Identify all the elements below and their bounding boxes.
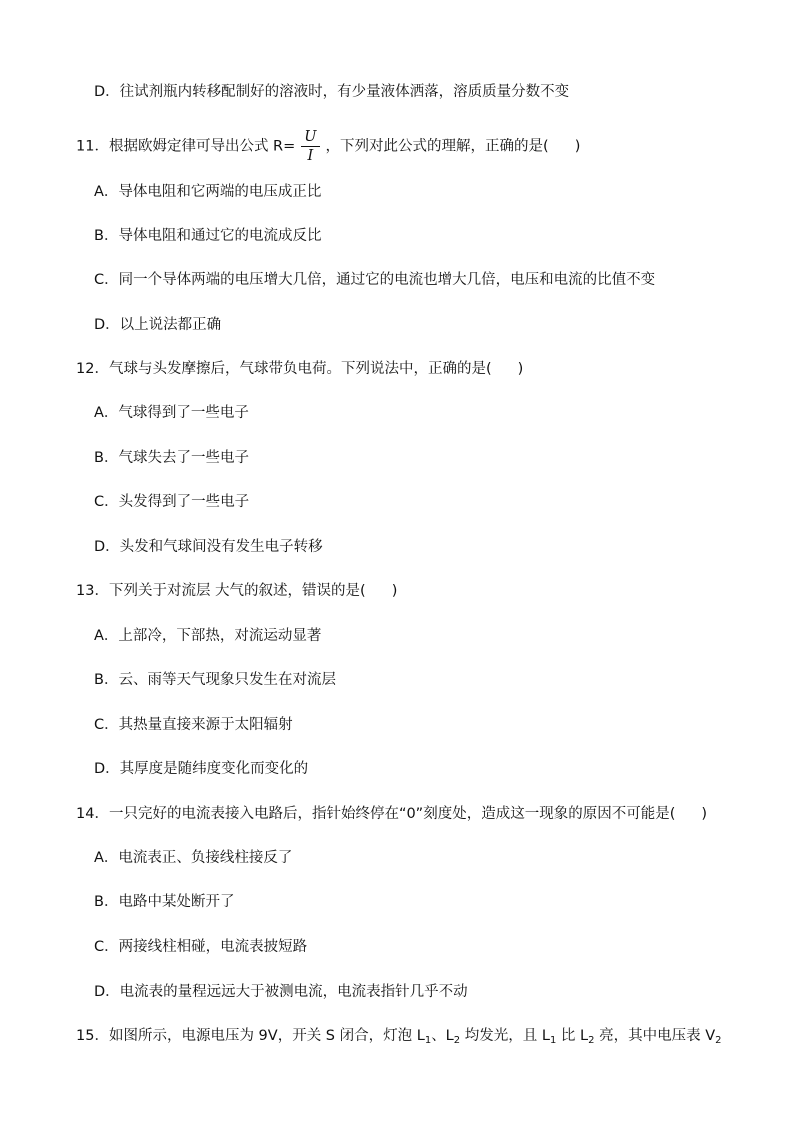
q14-option-a: A．电流表正、负接线柱接反了 bbox=[94, 850, 293, 866]
question-14-stem bbox=[76, 804, 707, 824]
ohm-fraction bbox=[301, 128, 319, 165]
question-11-stem bbox=[76, 128, 580, 165]
q11-option-c: C．同一个导体两端的电压增大几倍，通过它的电流也增大几倍，电压和电流的比值不变 bbox=[94, 272, 656, 288]
q15-sub-3: 1 bbox=[549, 1035, 557, 1046]
q15-text-5: 亮，其中电压表 V bbox=[594, 1028, 716, 1044]
q15-text-1: 15．如图所示，电源电压为 9V，开关 S 闭合，灯泡 L bbox=[76, 1028, 425, 1044]
q11-prefix: 11．根据欧姆定律可导出公式 R= bbox=[76, 138, 296, 155]
q13-option-b: B．云、雨等天气现象只发生在对流层 bbox=[94, 672, 336, 688]
q12-option-d: D．头发和气球间没有发生电子转移 bbox=[94, 539, 323, 555]
q11-option-b: B．导体电阻和通过它的电流成反比 bbox=[94, 228, 322, 244]
q13-option-a: A．上部冷，下部热，对流运动显著 bbox=[94, 628, 322, 644]
q12-stem-text: 12．气球与头发摩擦后，气球带负电荷。下列说法中，正确的是( bbox=[76, 361, 492, 377]
q15-text-4: 比 L bbox=[556, 1028, 589, 1044]
q14-close-paren: ) bbox=[701, 806, 708, 822]
q15-sub-2: 2 bbox=[453, 1035, 461, 1046]
question-12-stem bbox=[76, 359, 523, 379]
q11-close-paren: ) bbox=[574, 138, 581, 155]
q13-stem-text: 13．下列关于对流层 大气的叙述，错误的是( bbox=[76, 583, 366, 599]
question-10-option-d: D．往试剂瓶内转移配制好的溶液时，有少量液体洒落，溶质质量分数不变 bbox=[94, 84, 570, 100]
q11-option-d: D．以上说法都正确 bbox=[94, 317, 222, 333]
q13-option-c: C．其热量直接来源于太阳辐射 bbox=[94, 717, 293, 733]
q15-text-2: 、L bbox=[431, 1028, 454, 1044]
q14-option-d: D．电流表的量程远远大于被测电流，电流表指针几乎不动 bbox=[94, 984, 468, 1000]
q15-sub-5: 2 bbox=[715, 1035, 722, 1046]
q14-option-c: C．两接线柱相碰，电流表披短路 bbox=[94, 939, 308, 955]
q12-option-a: A．气球得到了一些电子 bbox=[94, 405, 249, 421]
q12-option-b: B．气球失去了一些电子 bbox=[94, 450, 249, 466]
q15-sub-4: 2 bbox=[588, 1035, 595, 1046]
fraction-numerator: U bbox=[301, 128, 319, 147]
fraction-denominator: I bbox=[307, 148, 314, 164]
q11-suffix: ，下列对此公式的理解，正确的是( bbox=[325, 138, 549, 155]
q15-sub-1: 1 bbox=[424, 1035, 432, 1046]
q12-close-paren: ) bbox=[517, 361, 524, 377]
q13-option-d: D．其厚度是随纬度变化而变化的 bbox=[94, 761, 309, 777]
question-15-stem bbox=[76, 1026, 722, 1051]
q11-option-a: A．导体电阻和它两端的电压成正比 bbox=[94, 184, 322, 200]
q14-stem-text: 14．一只完好的电流表接入电路后，指针始终停在“0”刻度处，造成这一现象的原因不可能是( bbox=[76, 806, 676, 822]
q14-option-b: B．电路中某处断开了 bbox=[94, 894, 235, 910]
q12-option-c: C．头发得到了一些电子 bbox=[94, 494, 250, 510]
q13-close-paren: ) bbox=[391, 583, 398, 599]
q15-text-3: 均发光，且 L bbox=[460, 1028, 550, 1044]
question-13-stem bbox=[76, 581, 397, 601]
